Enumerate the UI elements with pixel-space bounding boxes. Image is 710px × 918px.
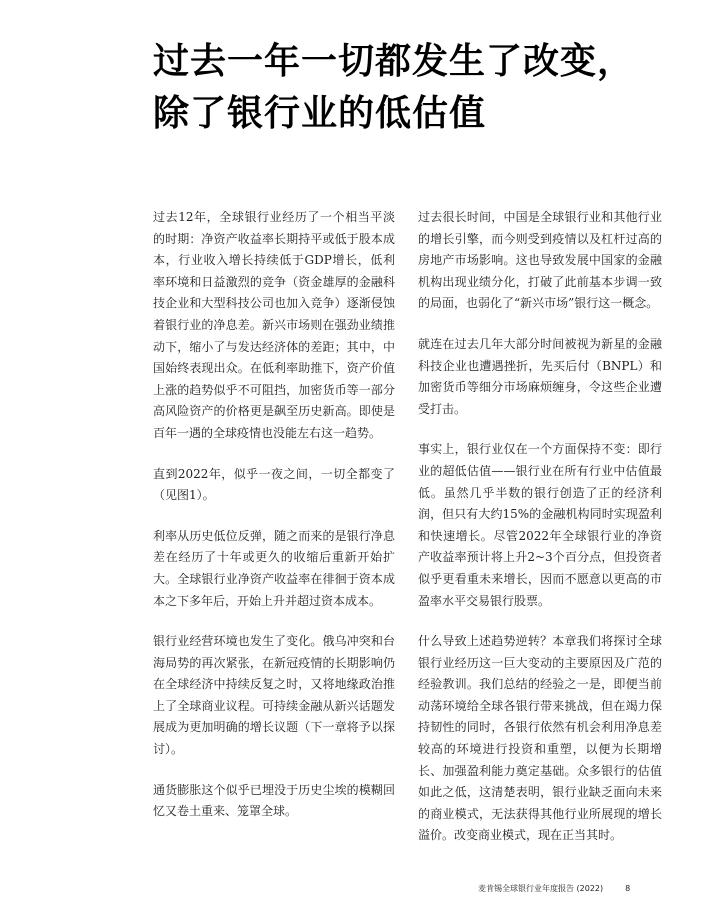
body-paragraph: 利率从历史低位反弹，随之而来的是银行净息差在经历了十年或更久的收缩后重新开始扩大。全球银行业净资产收益率在徘徊于资本成本之下多年后，开始上升并超过资本成本。	[153, 528, 395, 608]
body-paragraph: 就连在过去几年大部分时间被视为新星的金融科技企业也遭遇挫折，先买后付（BNPL）和加密货币等细分市场麻烦缠身，令这些企业遭受打击。	[418, 336, 662, 416]
report-title: 麦肯锡全球银行业年度报告 (2022)	[478, 884, 604, 893]
body-paragraph: 什么导致上述趋势逆转？本章我们将探讨全球银行业经历这一巨大变动的主要原因及广范的经验教训。我们总结的经验之一是，即便当前动荡环境给全球各银行带来挑战，但在竭力保持韧性的同时，各银行依然有机会利用净息差较高的环境进行投资和重塑，以便为长期增长、加强盈利能力奠定基础。众多银行的估值如此之低，这清楚表明，银行业缺乏面向未来的商业模式，无法获得其他行业所展现的增长溢价。改变商业模式，现在正当其时。	[418, 634, 662, 843]
body-paragraph: 银行业经营环境也发生了变化。俄乌冲突和台海局势的再次紧张，在新冠疫情的长期影响仍在全球经济中持续反复之时，又将地缘政治推上了全球商业议程。可持续金融从新兴话题发展成为更加明确的增长议题（下一章将予以探讨）。	[153, 634, 395, 757]
page-title	[153, 36, 693, 140]
title-line-2: 除了银行业的低估值	[153, 93, 487, 134]
body-paragraph: 过去很长时间，中国是全球银行业和其他行业的增长引擎，而今则受到疫情以及杠杆过高的房地产市场影响。这也导致发展中国家的金融机构出现业绩分化，打破了此前基本步调一致的局面，也弱化了“新兴市场”银行这一概念。	[418, 210, 662, 311]
body-paragraph: 直到2022年，似乎一夜之间，一切全都变了（见图1）。	[153, 466, 395, 503]
body-paragraph: 通货膨胀这个似乎已埋没于历史尘埃的模糊回忆又卷土重来、笼罩全球。	[153, 782, 395, 819]
body-paragraph: 事实上，银行业仅在一个方面保持不变：即行业的超低估值——银行业在所有行业中估值最低。虽然几乎半数的银行创造了正的经济利润，但只有大约15%的金融机构同时实现盈利和快速增长。尽管2022年全球银行业的净资产收益率预计将上升2~3个百分点，但投资者似乎更看重未来增长，因而不愿意以更高的市盈率水平交易银行股票。	[418, 442, 662, 608]
page-number: 8	[625, 884, 631, 893]
title-line-1: 过去一年一切都发生了改变，	[153, 41, 635, 82]
left-column	[153, 207, 395, 842]
body-paragraph: 过去12年，全球银行业经历了一个相当平淡的时期：净资产收益率长期持平或低于股本成本，行业收入增长持续低于GDP增长，低利率环境和日益激烈的竞争（资金雄厚的金融科技企业和大型科技公司也加入竞争）逐渐侵蚀着银行业的净息差。新兴市场则在强劲业绩推动下，缩小了与发达经济体的差距；其中，中国始终表现出众。在低利率助推下，资产价值上涨的趋势似乎不可阻挡，加密货币等一部分高风险资产的价格更是飙至历史新高。即使是百年一遇的全球疫情也没能左右这一趋势。	[153, 210, 395, 440]
right-column	[418, 207, 662, 866]
page-footer	[478, 883, 678, 894]
